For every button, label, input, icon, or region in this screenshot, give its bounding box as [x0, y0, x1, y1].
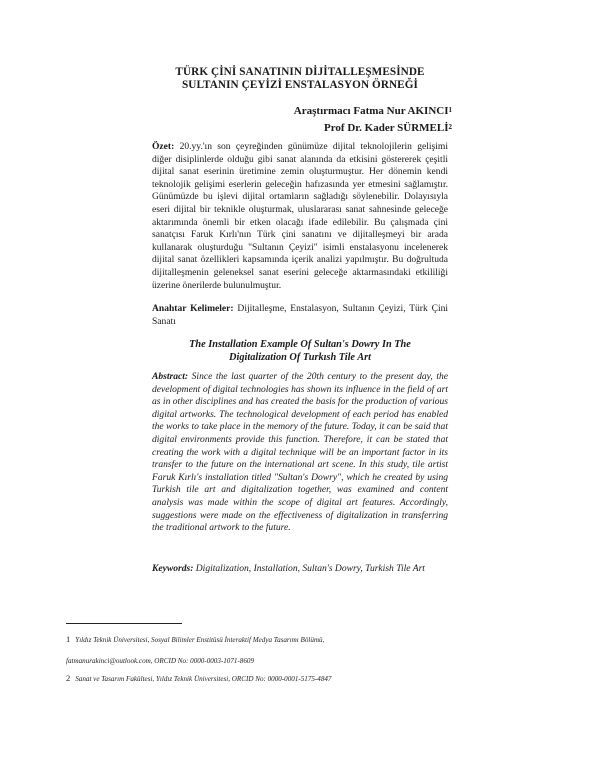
author-1-name: Araştırmacı Fatma Nur AKINCI	[293, 105, 449, 117]
footnote-separator	[66, 623, 182, 624]
footnote-2-line-1: Sanat ve Tasarım Fakültesi, Yıldız Teknik Üniversitesi, ORCID No: 0000-0001-5175-4847	[75, 675, 332, 683]
ozet-text: 20.yy.'ın son çeyreğinden günümüze dijital teknolojilerin gelişimi diğer disiplinlerde olduğu gibi sanat alanında da etkisini göstererek çeşitli dijital sanat eserinin üretimine zemin oluşturmuştur. Her dönemin kendi teknolojik gelişimi eserlerin geleceğin hafızasında yer etmesini sağlamıştır. Günümüzde bu işlevi dijital ortamların sağladığı söylenebilir. Dolayısıyla eseri dijital bir teknikle oluşturmak, uluslararası sanat sahnesinde geleceğe aktarımında önemli bir etken olacağı ifade edilebilir. Bu çalışmada çini sanatçısı Faruk Kırlı'nın Türk çini sanatını ve dijitalleşmeyi bir arada kullanarak oluşturduğu "Sultanın Çeyizi" isimli enstalasyonu incelenerek dijital sanat özellikleri kapsamında içerik analizi yapılmıştır. Bu doğrultuda dijitalleşmenin geleneksel sanat eserini geleceğe aktarmasındaki etkililiği üzerine önerilerde bulunulmuştur.	[152, 141, 448, 291]
footnote-2	[66, 673, 486, 685]
ozet-label: Özet:	[152, 141, 175, 152]
footnote-2-number: 2	[66, 673, 71, 683]
abstract-label: Abstract:	[152, 371, 189, 382]
title-line-2: SULTANIN ÇEYİZİ ENSTALASYON ÖRNEĞİ	[181, 79, 418, 91]
english-keywords	[152, 563, 448, 576]
english-title-line-2: Digitalization Of Turkısh Tile Art	[229, 352, 371, 363]
english-abstract	[152, 371, 448, 535]
footnote-1-number: 1	[66, 634, 71, 644]
author-1-footnote-ref[interactable]: 1	[448, 106, 452, 114]
paper-title	[150, 66, 450, 92]
author-2-footnote-ref[interactable]: 2	[448, 123, 452, 131]
author-2	[324, 122, 452, 135]
anahtar-text: Dijitalleşme, Enstalasyon, Sultanın Çeyizi, Türk Çini Sanatı	[152, 303, 449, 327]
keywords-label: Keywords:	[152, 563, 194, 574]
abstract-text: Since the last quarter of the 20th century to the present day, the development of digital technologies has shown its influence in the field of art as in other disciplines and has created the basis for the production of various digital artworks. The technological development of each period has enabled the works to take place in the memory of the future. Today, it can be said that digital environments provide this function. Therefore, it can be stated that creating the work with a digital technique will be an important factor in its transfer to the future on the international art scene. In this study, tile artist Faruk Kırlı's installation titled "Sultan's Dowry", which he created by using Turkish tile art and digitalization together, was examined and content analysis was made within the scope of digital art features. Accordingly, suggestions were made on the effectiveness of digitalization in transferring the traditional artwork to the future.	[152, 371, 448, 534]
turkish-abstract	[152, 141, 448, 292]
english-title-line-1: The Installation Example Of Sultan's Dowry In The	[189, 339, 411, 350]
author-2-name: Prof Dr. Kader SÜRMELİ	[324, 122, 449, 134]
title-line-1: TÜRK ÇİNİ SANATININ DİJİTALLEŞMESİNDE	[175, 66, 425, 78]
turkish-keywords	[152, 303, 448, 328]
anahtar-label: Anahtar Kelimeler:	[152, 303, 234, 314]
keywords-text: Digitalization, Installation, Sultan's Dowry, Turkish Tile Art	[195, 563, 425, 574]
english-title	[152, 338, 448, 364]
author-1	[294, 105, 452, 118]
footnote-1-line-1: Yıldız Teknik Üniversitesi, Sosyal Bilimler Enstitüsü İnteraktif Medya Tasarımı Bölümü,	[75, 636, 325, 644]
footnote-1-continued	[66, 656, 486, 667]
footnote-1	[66, 634, 486, 646]
footnote-1-line-2[interactable]: fatmanurakinci@outlook.com, ORCID No: 0000-0003-1071-8609	[66, 657, 254, 665]
